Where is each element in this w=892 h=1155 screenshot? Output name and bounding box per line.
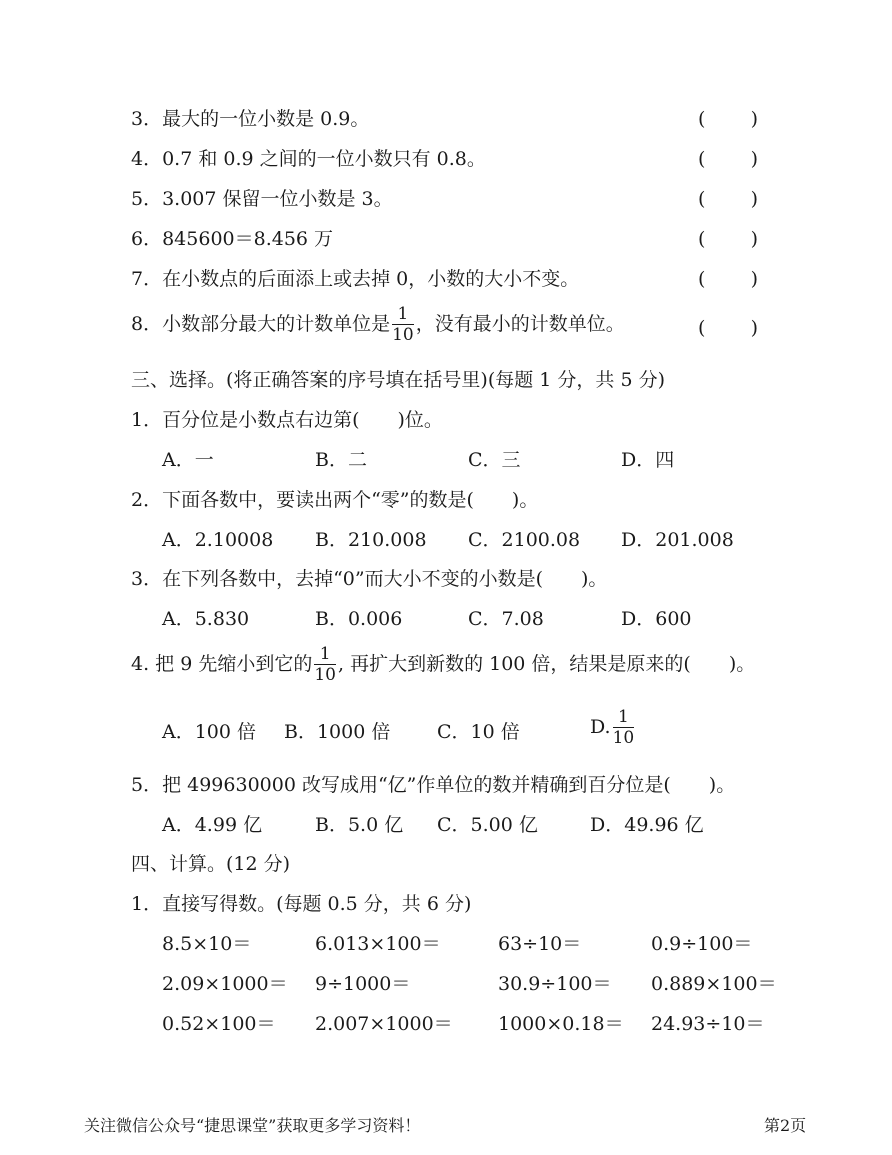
calc-item: 2.09×1000＝	[162, 973, 288, 995]
option-c[interactable]: C．5.00 亿	[437, 814, 538, 836]
choice-question-4-text: 4. 把 9 先缩小到它的	[131, 653, 313, 675]
judge-item-4: 4．0.7 和 0.9 之间的一位小数只有 0.8。	[131, 148, 486, 170]
option-b[interactable]: B．1000 倍	[284, 721, 391, 743]
option-d[interactable]: D. $\frac{1}{10}$	[590, 707, 635, 748]
option-c[interactable]: C．三	[468, 449, 521, 471]
calc-item: 6.013×100＝	[315, 933, 441, 955]
option-a[interactable]: A．2.10008	[162, 529, 274, 551]
option-d[interactable]: D．201.008	[621, 529, 734, 551]
answer-blank-3[interactable]: ( )	[698, 108, 758, 130]
choice-question-2: 2．下面各数中，要读出两个“零”的数是( )。	[131, 489, 539, 511]
calc-item: 30.9÷100＝	[498, 973, 612, 995]
fraction: $\frac{1}{10}$	[314, 644, 336, 685]
judge-item-8-text: 8．小数部分最大的计数单位是	[131, 313, 391, 335]
choice-question-4	[131, 646, 755, 684]
judge-item-8	[131, 306, 625, 344]
choice-question-4-text-end: , 再扩大到新数的 100 倍，结果是原来的( )。	[337, 653, 756, 675]
calc-intro: 1．直接写得数。(每题 0.5 分，共 6 分)	[131, 893, 472, 915]
answer-blank-6[interactable]: ( )	[698, 228, 758, 250]
option-d[interactable]: D．49.96 亿	[590, 814, 704, 836]
choice-question-1: 1．百分位是小数点右边第( )位。	[131, 409, 443, 431]
answer-blank-4[interactable]: ( )	[698, 148, 758, 170]
answer-blank-8[interactable]: ( )	[698, 317, 758, 339]
judge-item-5: 5．3.007 保留一位小数是 3。	[131, 188, 393, 210]
calc-item: 2.007×1000＝	[315, 1013, 453, 1035]
option-b[interactable]: B．210.008	[315, 529, 427, 551]
calc-item: 1000×0.18＝	[498, 1013, 624, 1035]
option-a[interactable]: A．5.830	[162, 608, 250, 630]
judge-item-7: 7．在小数点的后面添上或去掉 0，小数的大小不变。	[131, 268, 580, 290]
choice-question-5: 5．把 499630000 改写成用“亿”作单位的数并精确到百分位是( )。	[131, 774, 736, 796]
page-number: 第2页	[764, 1116, 807, 1135]
calc-item: 0.889×100＝	[651, 973, 777, 995]
option-c[interactable]: C．2100.08	[468, 529, 581, 551]
option-a[interactable]: A．一	[162, 449, 214, 471]
choice-question-3: 3．在下列各数中，去掉“0”而大小不变的小数是( )。	[131, 568, 608, 590]
option-b[interactable]: B．0.006	[315, 608, 403, 630]
option-c[interactable]: C．7.08	[468, 608, 544, 630]
fraction: $\frac{1}{10}$	[612, 707, 635, 748]
answer-blank-7[interactable]: ( )	[698, 268, 758, 290]
calc-item: 0.52×100＝	[162, 1013, 276, 1035]
calc-item: 9÷1000＝	[315, 973, 411, 995]
calc-item: 8.5×10＝	[162, 933, 252, 955]
calc-item: 0.9÷100＝	[651, 933, 753, 955]
calc-item: 24.93÷10＝	[651, 1013, 765, 1035]
section-4-title: 四、计算。(12 分)	[131, 853, 291, 875]
option-c[interactable]: C．10 倍	[437, 721, 520, 743]
option-a[interactable]: A．100 倍	[162, 721, 257, 743]
option-b[interactable]: B．5.0 亿	[315, 814, 404, 836]
fraction: $\frac{1}{10}$	[392, 304, 414, 345]
option-b[interactable]: B．二	[315, 449, 367, 471]
footer-promo: 关注微信公众号“捷思课堂”获取更多学习资料！	[84, 1116, 421, 1135]
judge-item-3: 3．最大的一位小数是 0.9。	[131, 108, 370, 130]
judge-item-6: 6．845600＝8.456 万	[131, 228, 334, 250]
option-a[interactable]: A．4.99 亿	[162, 814, 263, 836]
answer-blank-5[interactable]: ( )	[698, 188, 758, 210]
option-d[interactable]: D．600	[621, 608, 692, 630]
judge-item-8-text-end: ，没有最小的计数单位。	[415, 313, 625, 335]
option-d[interactable]: D．四	[621, 449, 675, 471]
calc-item: 63÷10＝	[498, 933, 582, 955]
section-3-title: 三、选择。(将正确答案的序号填在括号里)(每题 1 分，共 5 分)	[131, 369, 665, 391]
